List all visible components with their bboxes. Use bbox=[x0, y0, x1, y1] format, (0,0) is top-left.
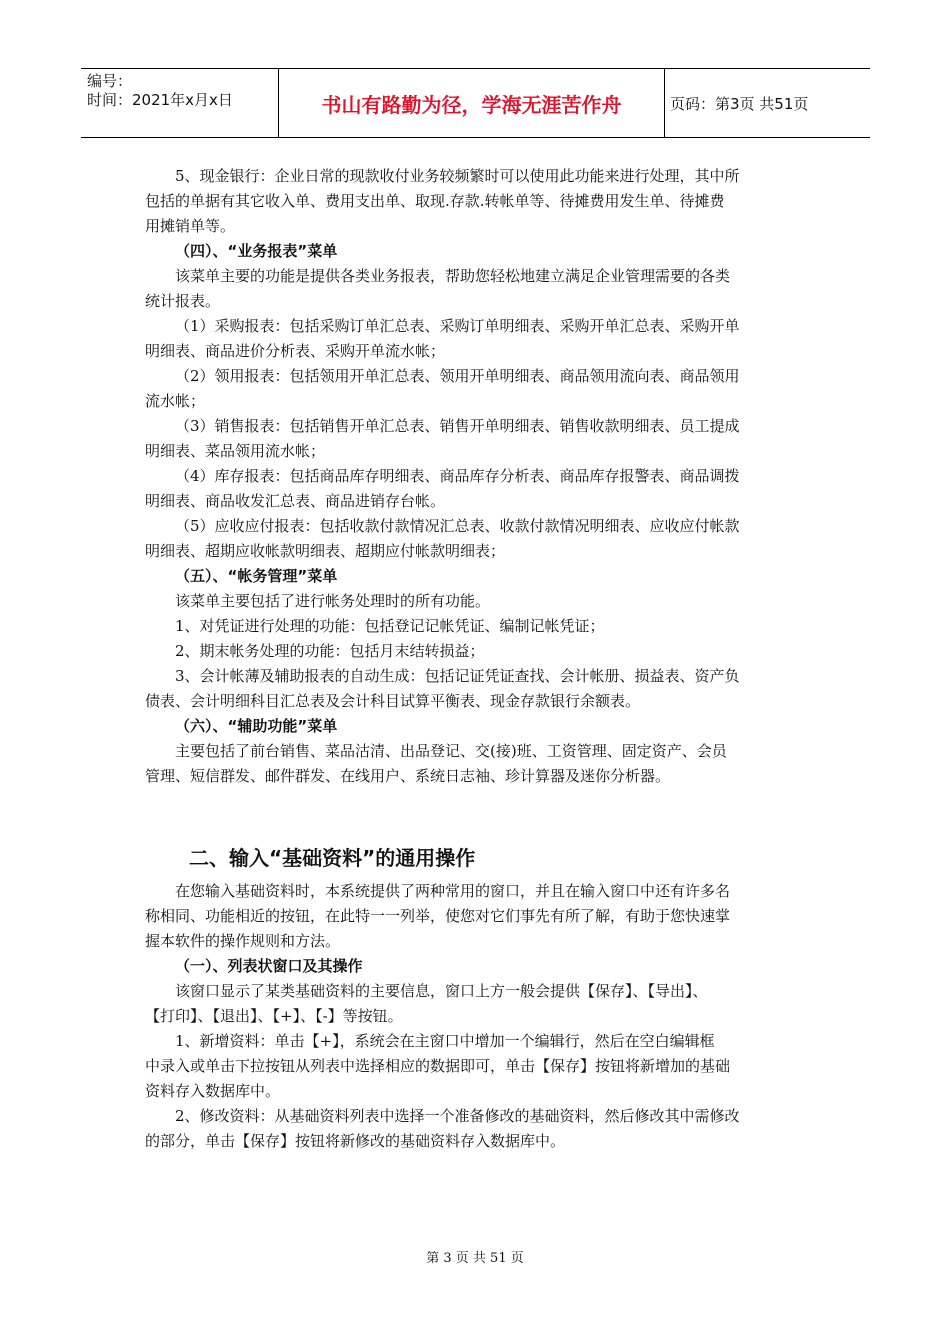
paragraph-line: 5、现金银行：企业日常的现款收付业务较频繁时可以使用此功能来进行处理，其中所 bbox=[175, 167, 740, 185]
section-heading: （六）、“辅助功能”菜单 bbox=[175, 717, 338, 735]
paragraph-line: 【打印】、【退出】、【+】、【-】等按钮。 bbox=[145, 1007, 403, 1025]
paragraph-line: （2）领用报表：包括领用开单汇总表、领用开单明细表、商品领用流向表、商品领用 bbox=[175, 367, 740, 385]
paragraph-line: 该菜单主要包括了进行帐务处理时的所有功能。 bbox=[175, 592, 491, 610]
paragraph-line: （4）库存报表：包括商品库存明细表、商品库存分析表、商品库存报警表、商品调拨 bbox=[175, 467, 740, 485]
section-heading: （五）、“帐务管理”菜单 bbox=[175, 567, 338, 585]
header-date: 时间：2021年x月x日 bbox=[87, 91, 233, 109]
paragraph-line: 明细表、超期应收帐款明细表、超期应付帐款明细表； bbox=[145, 542, 506, 560]
paragraph-line: 统计报表。 bbox=[145, 292, 221, 310]
paragraph-line: 2、修改资料：从基础资料列表中选择一个准备修改的基础资料，然后修改其中需修改 bbox=[175, 1107, 740, 1125]
paragraph-line: 1、新增资料：单击【+】，系统会在主窗口中增加一个编辑行，然后在空白编辑框 bbox=[175, 1032, 715, 1050]
header-page-info: 页码：第3页 共51页 bbox=[670, 94, 809, 113]
header-number: 编号： bbox=[87, 72, 133, 90]
paragraph-line: （3）销售报表：包括销售开单汇总表、销售开单明细表、销售收款明细表、员工提成 bbox=[175, 417, 740, 435]
paragraph-line: 该窗口显示了某类基础资料的主要信息，窗口上方一般会提供【保存】、【导出】、 bbox=[175, 982, 708, 1000]
document-body bbox=[145, 164, 810, 1154]
paragraph-line: 流水帐； bbox=[145, 392, 206, 410]
header-meta bbox=[81, 69, 279, 137]
paragraph-line: （1）采购报表：包括采购订单汇总表、采购订单明细表、采购开单汇总表、采购开单 bbox=[175, 317, 740, 335]
page-header bbox=[81, 68, 870, 138]
paragraph-line: 管理、短信群发、邮件群发、在线用户、系统日志袖、珍计算器及迷你分析器。 bbox=[145, 767, 671, 785]
section-heading: （四）、“业务报表”菜单 bbox=[175, 242, 338, 260]
paragraph-line: 明细表、商品收发汇总表、商品进销存台帐。 bbox=[145, 492, 446, 510]
page-footer: 第 3 页 共 51 页 bbox=[426, 1251, 524, 1266]
paragraph-line: 主要包括了前台销售、菜品沽清、出品登记、交(接)班、工资管理、固定资产、会员 bbox=[175, 742, 727, 760]
paragraph-line: 包括的单据有其它收入单、费用支出单、取现.存款.转帐单等、待摊费用发生单、待摊费 bbox=[145, 192, 725, 210]
paragraph-line: 用摊销单等。 bbox=[145, 217, 236, 235]
paragraph-line: 中录入或单击下拉按钮从列表中选择相应的数据即可，单击【保存】按钮将新增加的基础 bbox=[145, 1057, 731, 1075]
paragraph-line: 明细表、商品进价分析表、采购开单流水帐； bbox=[145, 342, 446, 360]
paragraph-line: 债表、会计明细科目汇总表及会计科目试算平衡表、现金存款银行余额表。 bbox=[145, 692, 641, 710]
header-motto: 书山有路勤为径，学海无涯苦作舟 bbox=[279, 69, 665, 137]
paragraph-line: 2、期末帐务处理的功能：包括月末结转损益； bbox=[175, 642, 485, 660]
paragraph-line: 明细表、菜品领用流水帐； bbox=[145, 442, 326, 460]
chapter-heading: 二、输入“基础资料”的通用操作 bbox=[189, 846, 476, 870]
paragraph-line: 称相同、功能相近的按钮，在此特一一列举，使您对它们事先有所了解，有助于您快速掌 bbox=[145, 907, 731, 925]
paragraph-line: （5）应收应付报表：包括收款付款情况汇总表、收款付款情况明细表、应收应付帐款 bbox=[175, 517, 740, 535]
paragraph-line: 该菜单主要的功能是提供各类业务报表，帮助您轻松地建立满足企业管理需要的各类 bbox=[175, 267, 731, 285]
paragraph-line: 握本软件的操作规则和方法。 bbox=[145, 932, 341, 950]
paragraph-line: 1、对凭证进行处理的功能：包括登记记帐凭证、编制记帐凭证； bbox=[175, 617, 605, 635]
paragraph-line: 的部分，单击【保存】按钮将新修改的基础资料存入数据库中。 bbox=[145, 1132, 566, 1150]
paragraph-line: 在您输入基础资料时，本系统提供了两种常用的窗口，并且在输入窗口中还有许多名 bbox=[175, 882, 731, 900]
section-heading: （一）、列表状窗口及其操作 bbox=[175, 957, 363, 975]
paragraph-line: 3、会计帐薄及辅助报表的自动生成：包括记证凭证查找、会计帐册、损益表、资产负 bbox=[175, 667, 740, 685]
paragraph-line: 资料存入数据库中。 bbox=[145, 1082, 281, 1100]
